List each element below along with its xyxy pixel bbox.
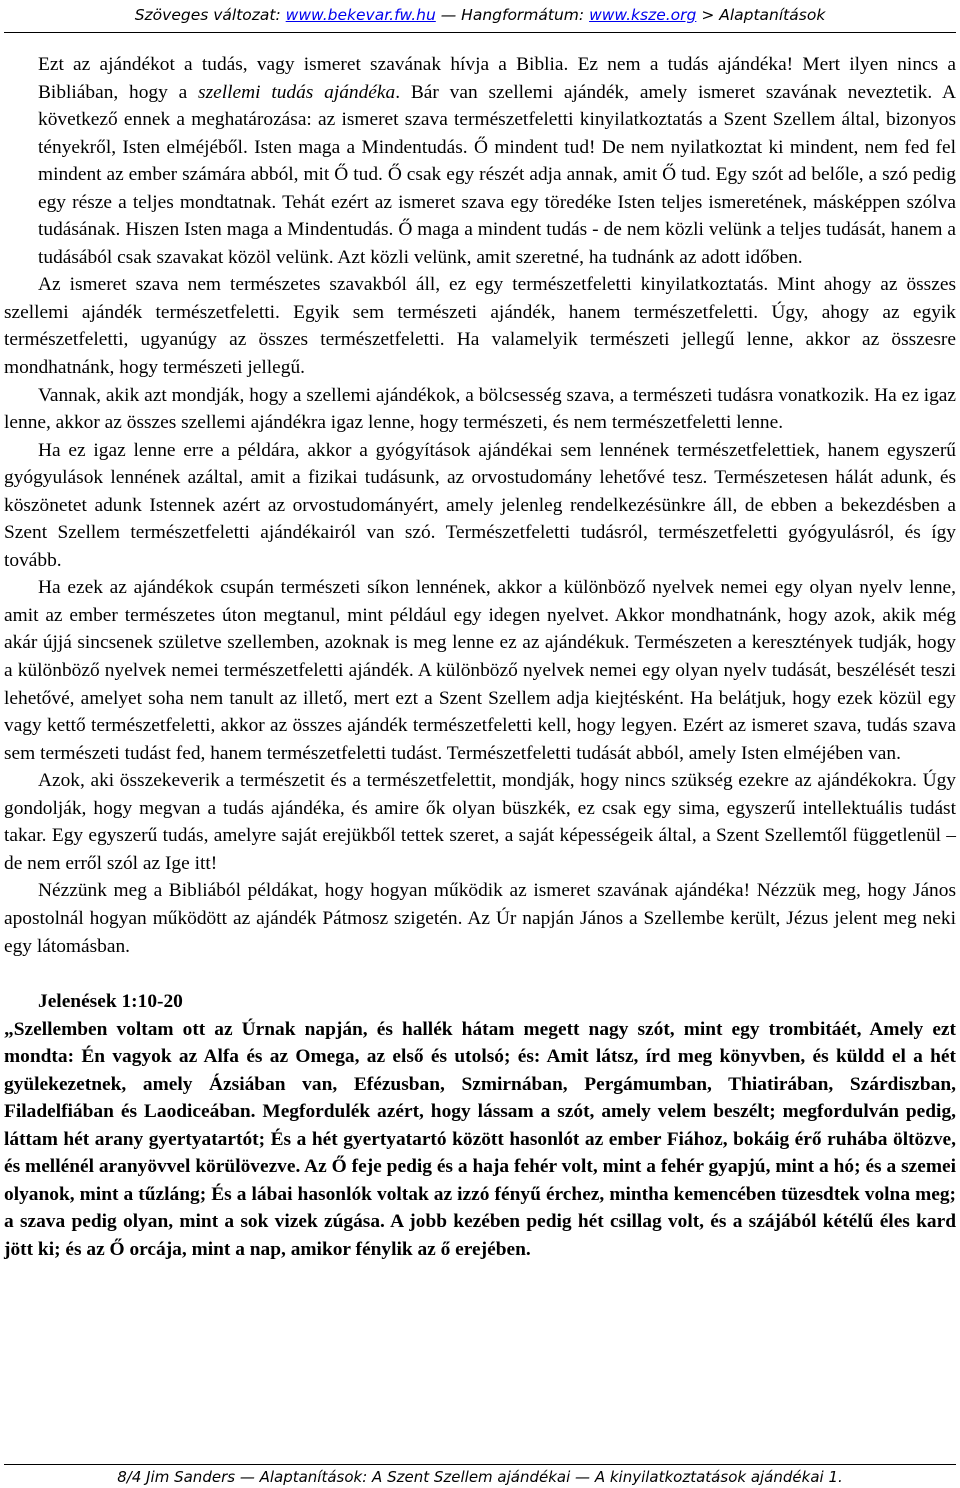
page-header	[0, 0, 960, 30]
text-version-link[interactable]: www.bekevar.fw.hu	[285, 6, 436, 24]
text-version-label: Szöveges változat:	[134, 6, 281, 24]
paragraph-1: Ezt az ajándékot a tudás, vagy ismeret szavának hívja a Biblia. Ez nem a tudás ajándéka! Mert ilyen nincs a Bibliában, hogy a szellemi tudás ajándéka. Bár van szellemi ajándék, amely ismeret szavának neveztetik. A következő ennek a meghatározása: az ismeret szava természetfeletti kinyilatkoztatás a Szent Szellem által, bizonyos tényekről, Isten elméjéből. Isten maga a Mindentudás. Ő mindent tud! De nem nyilatkoztat ki mindent, nem fed fel mindent az ember számára abból, mit Ő tud. Ő csak egy részét adja annak, amit Ő tud. Egy szót ad belőle, a szó pedig egy része a teljes mondtatnak. Tehát ezért az ismeret szava egy töredéke Isten teljes ismeretének, másképpen szólva tudásának. Hiszen Isten maga a Mindentudás. Ő maga a mindent tudás - de nem közli velünk a teljes tudását, hanem a tudásából csak szavakat közöl velünk. Azt közli velünk, amit szeretné, ha tudnánk az adott időben.	[38, 54, 956, 268]
paragraph-2: Az ismeret szava nem természetes szavakból áll, ez egy természetfeletti kinyilatkoztatás. Mint ahogy az összes szellemi ajándék természetfeletti. Egyik sem természeti ajándék, hanem természetfeletti. Úgy, ahogy az egyik természetfeletti, ugyanúgy az összes természetfeletti. Ha valamelyik természeti jellegű lenne, akkor az összesre mondhatnánk, hogy természeti jellegű.	[4, 274, 956, 379]
audio-format-link[interactable]: www.ksze.org	[589, 6, 697, 24]
paragraph-4: Ha ez igaz lenne erre a példára, akkor a gyógyítások ajándékai sem lennének természetfelettiek, hanem egyszerű gyógyulások lennének azáltal, amit a fizikai tudásunk, az orvostudomány lehetővé tesz. Természetesen hálát adunk, és köszönetet adunk Istennek azért az orvostudományért, amely jelenleg rendelkezésünkre áll, de ebben a bekezdésben a Szent Szellem természetfeletti ajándékairól van szó. Természetfeletti tudásról, természetfeletti gyógyulásról, és így tovább.	[4, 439, 956, 571]
footer-rule	[4, 1464, 956, 1465]
header-separator: —	[440, 6, 457, 24]
paragraph-3: Vannak, akik azt mondják, hogy a szellemi ajándékok, a bölcsesség szava, a természeti tudásra vonatkozik. Ha ez igaz lenne, akkor az összes szellemi ajándékra igaz lenne, hogy természeti, és nem természetfeletti lenne.	[4, 384, 956, 434]
paragraph-5: Ha ezek az ajándékok csupán természeti síkon lennének, akkor a különböző nyelvek nemei egy olyan nyelv lenne, amit az ember természetes úton megtanul, mint például egy idegen nyelvet. Akkor mondhatnánk, hogy azok, akik még akár újjá sincsenek születve szellemben, azoknak is meg lenne ez az ajándékuk. Természeten a keresztények tudják, hogy a különböző nyelvek nemei természetfeletti ajándék. A különböző nyelvek nemei egy olyan nyelv tudását, beszélését teszi lehetővé, amelyet soha nem tanult az illető, mert ezt a Szent Szellem adja kiejtésként. Ha belátjuk, hogy ezek közül egy vagy kettő természetfeletti, akkor az összes ajándék természetfeletti kell, hogy legyen. Ezért az ismeret szava, tudás szava sem természeti tudást fed, hanem természetfeletti tudást. Természetfeletti tudását abból, amely Isten elméjében van.	[4, 577, 956, 764]
header-rule	[4, 32, 956, 33]
page-footer: 8/4 Jim Sanders — Alaptanítások: A Szent Szellem ajándékai — A kinyilatkoztatások ajándékai 1.	[117, 1468, 843, 1486]
header-section: > Alaptanítások	[701, 6, 826, 24]
page-content	[4, 51, 956, 1264]
paragraph-6: Azok, aki összekeverik a természetit és a természetfelettit, mondják, hogy nincs szükség ezekre az ajándékokra. Úgy gondolják, hogy megvan a tudás ajándéka, és amire ők olyan büszkék, ez csak egy sima, egyszerű intellektuális tudást takar. Egy egyszerű tudás, amelyre saját erejükből tettek szeret, a saját képességeik által, a Szent Szellemtől függetlenül – de nem erről szól az Ige itt!	[4, 770, 956, 874]
audio-format-label: Hangformátum:	[461, 6, 585, 24]
paragraph-7: Nézzünk meg a Bibliából példákat, hogy hogyan működik az ismeret szavának ajándéka! Nézzük meg, hogy János apostolnál hogyan működött az ajándék Pátmosz szigetén. Az Úr napján János a Szellembe került, Jézus jelent meg neki egy látomásban.	[4, 880, 956, 957]
scripture-quote: „Szellemben voltam ott az Úrnak napján, és hallék hátam megett nagy szót, mint egy trombitáét, Amely ezt mondta: Én vagyok az Alfa és az Omega, az első és utolsó; és: Amit látsz, írd meg könyvben, és küldd el a hét gyülekezetnek, amely Ázsiában van, Efézusban, Szmirnában, Pergámumban, Thiatirában, Szárdiszban, Filadelfiában és Laodiceában. Megfordulék azért, hogy lássam a szót, amely velem beszélt; megfordulván pedig, láttam hét arany gyertyatartót; És a hét gyertyatartó között hasonlót az ember Fiához, bokáig érő ruhába öltözve, és mellénél aranyövvel körülövezve. Az Ő feje pedig és a haja fehér volt, mint a fehér gyapjú, mint a hó; és a szemei olyanok, mint a tűzláng; És a lábai hasonlók voltak az izzó fényű érchez, mintha kemencében tüzesdtek volna meg; a szava pedig olyan, mint a sok vizek zúgása. A jobb kezében pedig hét csillag volt, és a szájából kétélű éles kard jött ki; és az Ő orcája, mint a nap, amikor fénylik az ő erejében.	[4, 1018, 956, 1260]
emphasis-text: szellemi tudás ajándéka	[198, 81, 396, 103]
scripture-reference: Jelenések 1:10-20	[38, 991, 183, 1013]
